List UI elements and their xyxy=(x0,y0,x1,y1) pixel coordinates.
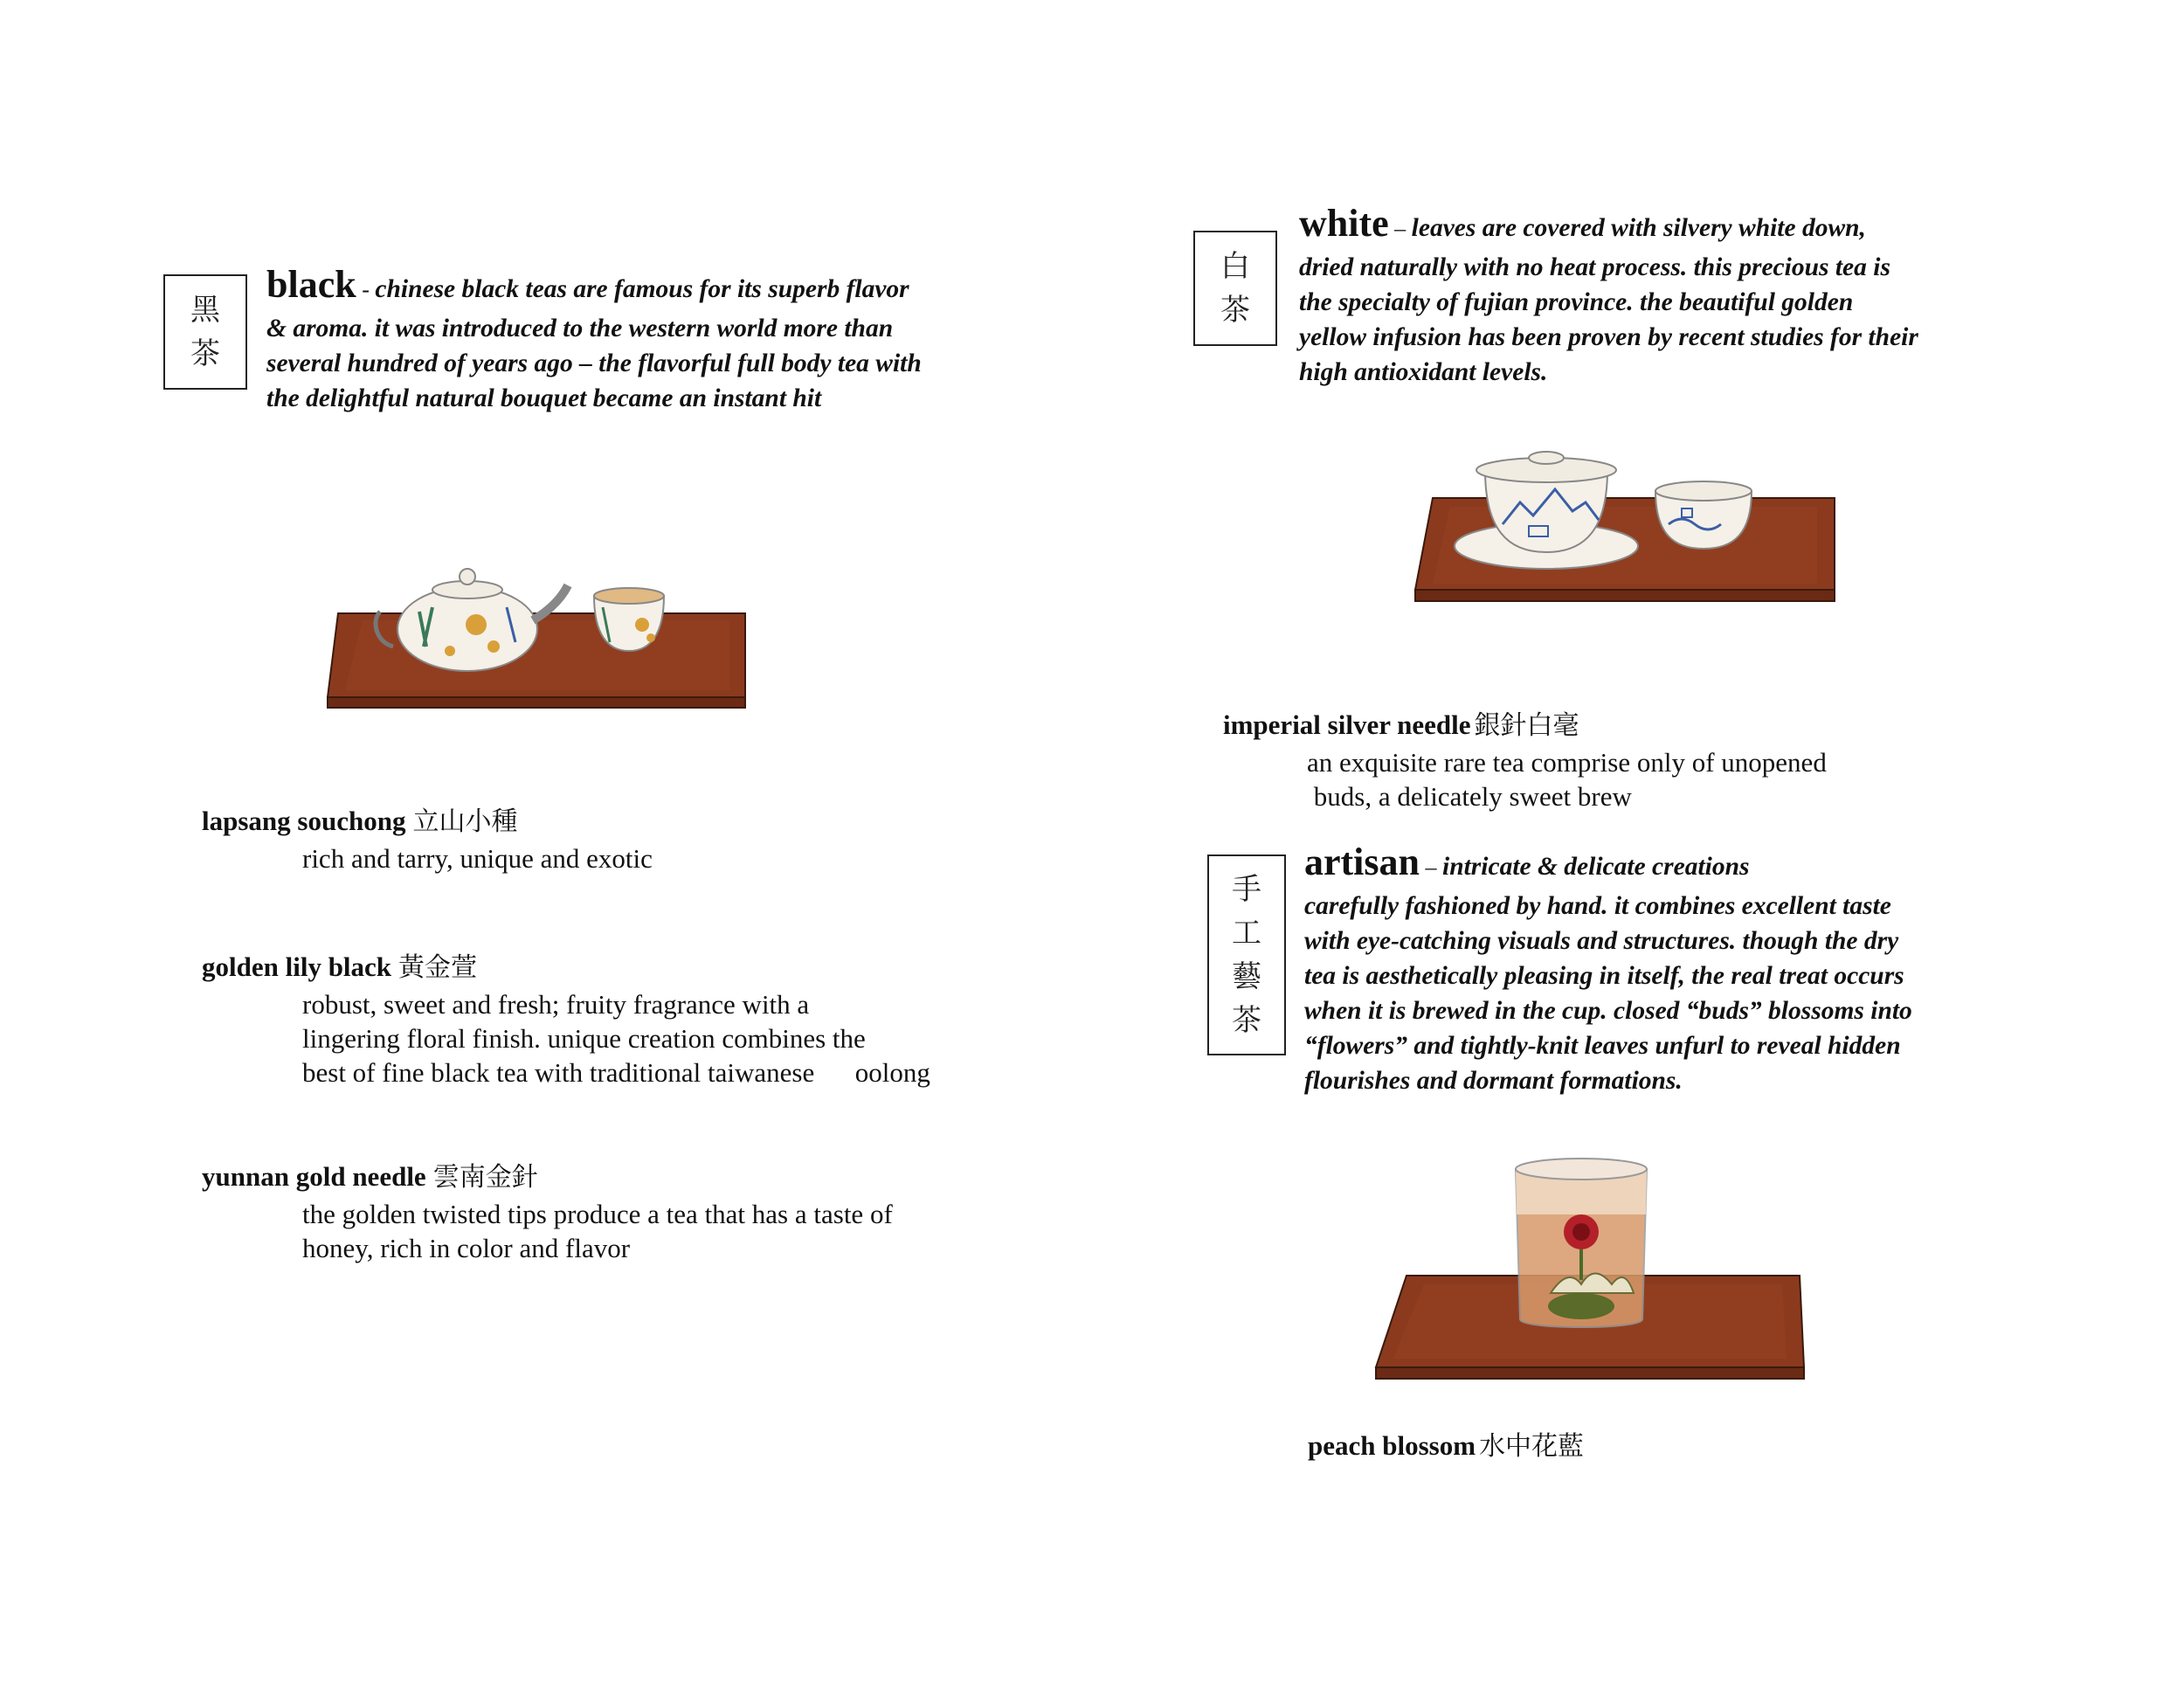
artisan-tea-header xyxy=(1304,841,2047,1098)
tea-name: golden lily black xyxy=(202,951,392,982)
stamp-char: 藝 xyxy=(1232,959,1261,994)
black-tea-desc-line: several hundred of years ago – the flavorful full body tea with xyxy=(266,349,922,377)
tea-name: peach blossom xyxy=(1308,1430,1476,1461)
white-tea-desc-line: high antioxidant levels. xyxy=(1299,358,1548,386)
teapot-and-cup-illustration xyxy=(328,559,764,716)
title-dash: – xyxy=(1388,216,1412,241)
tea-description: robust, sweet and fresh; fruity fragrance with a xyxy=(302,989,810,1020)
stamp-char: 茶 xyxy=(1232,1003,1261,1038)
title-dash: – xyxy=(1420,854,1442,880)
tea-chinese-name: 銀針白毫 xyxy=(1474,710,1579,741)
tea-name: yunnan gold needle xyxy=(202,1161,426,1192)
tea-name: lapsang souchong xyxy=(202,806,406,836)
stamp-char: 工 xyxy=(1232,916,1261,951)
tea-name: imperial silver needle xyxy=(1223,709,1471,740)
tea-item-peach-blossom xyxy=(1308,1424,2007,1463)
white-tea-desc-line: leaves are covered with silvery white down, xyxy=(1411,214,1866,242)
stamp-char: 手 xyxy=(1232,872,1261,907)
black-tea-stamp xyxy=(163,274,247,390)
white-tea-desc-line: the specialty of fujian province. the beautiful golden xyxy=(1299,288,1854,316)
title-dash: - xyxy=(356,277,376,302)
artisan-tea-desc-line: tea is aesthetically pleasing in itself, the real treat occurs xyxy=(1304,962,1904,990)
artisan-tea-desc-line: “flowers” and tightly-knit leaves unfurl to reveal hidden xyxy=(1304,1032,1901,1060)
tea-item-golden-lily-black xyxy=(202,945,1032,1090)
tea-item-lapsang-souchong xyxy=(202,799,1032,875)
stamp-char: 茶 xyxy=(190,336,220,371)
white-tea-desc-line: dried naturally with no heat process. this precious tea is xyxy=(1299,253,1890,281)
artisan-tea-desc-line: intricate & delicate creations xyxy=(1442,853,1750,881)
stamp-char: 黑 xyxy=(190,293,220,328)
white-tea-title: white xyxy=(1299,202,1389,245)
tea-description: rich and tarry, unique and exotic xyxy=(302,843,653,874)
tea-description: honey, rich in color and flavor xyxy=(302,1233,631,1263)
black-tea-header xyxy=(266,263,1053,416)
white-tea-header xyxy=(1299,202,2042,390)
tea-item-yunnan-gold-needle xyxy=(202,1155,1032,1265)
artisan-tea-desc-line: carefully fashioned by hand. it combines excellent taste xyxy=(1304,892,1891,920)
stamp-char: 白 xyxy=(1220,249,1250,284)
tea-description: best of fine black tea with traditional taiwanese oolong xyxy=(302,1057,930,1088)
tea-description: the golden twisted tips produce a tea that has a taste of xyxy=(302,1199,893,1229)
artisan-tea-stamp xyxy=(1207,854,1286,1055)
black-tea-desc-line: chinese black teas are famous for its superb flavor xyxy=(375,275,909,303)
black-tea-desc-line: the delightful natural bouquet became an instant hit xyxy=(266,384,822,412)
tea-description: buds, a delicately sweet brew xyxy=(1307,781,1632,812)
tea-chinese-name: 雲南金針 xyxy=(432,1162,538,1193)
black-tea-desc-line: & aroma. it was introduced to the western world more than xyxy=(266,315,894,342)
artisan-tea-title: artisan xyxy=(1304,841,1420,883)
tea-description: lingering floral finish. unique creation combines the xyxy=(302,1023,866,1054)
gaiwan-and-cup-illustration xyxy=(1406,446,1843,603)
white-tea-stamp xyxy=(1193,231,1277,346)
stamp-char: 茶 xyxy=(1220,293,1250,328)
tea-chinese-name: 黃金萱 xyxy=(398,952,478,983)
tea-description: an exquisite rare tea comprise only of unopened xyxy=(1307,747,1827,778)
artisan-tea-desc-line: when it is brewed in the cup. closed “buds” blossoms into xyxy=(1304,997,1912,1025)
white-tea-desc-line: yellow infusion has been proven by recent studies for their xyxy=(1299,323,1918,351)
artisan-tea-desc-line: flourishes and dormant formations. xyxy=(1304,1067,1683,1095)
black-tea-title: black xyxy=(266,263,356,306)
blooming-tea-glass-illustration xyxy=(1363,1127,1817,1380)
artisan-tea-desc-line: with eye-catching visuals and structures. though the dry xyxy=(1304,927,1899,955)
tea-chinese-name: 水中花藍 xyxy=(1479,1431,1585,1462)
tea-item-imperial-silver-needle xyxy=(1223,703,2053,813)
tea-chinese-name: 立山小種 xyxy=(412,806,518,837)
